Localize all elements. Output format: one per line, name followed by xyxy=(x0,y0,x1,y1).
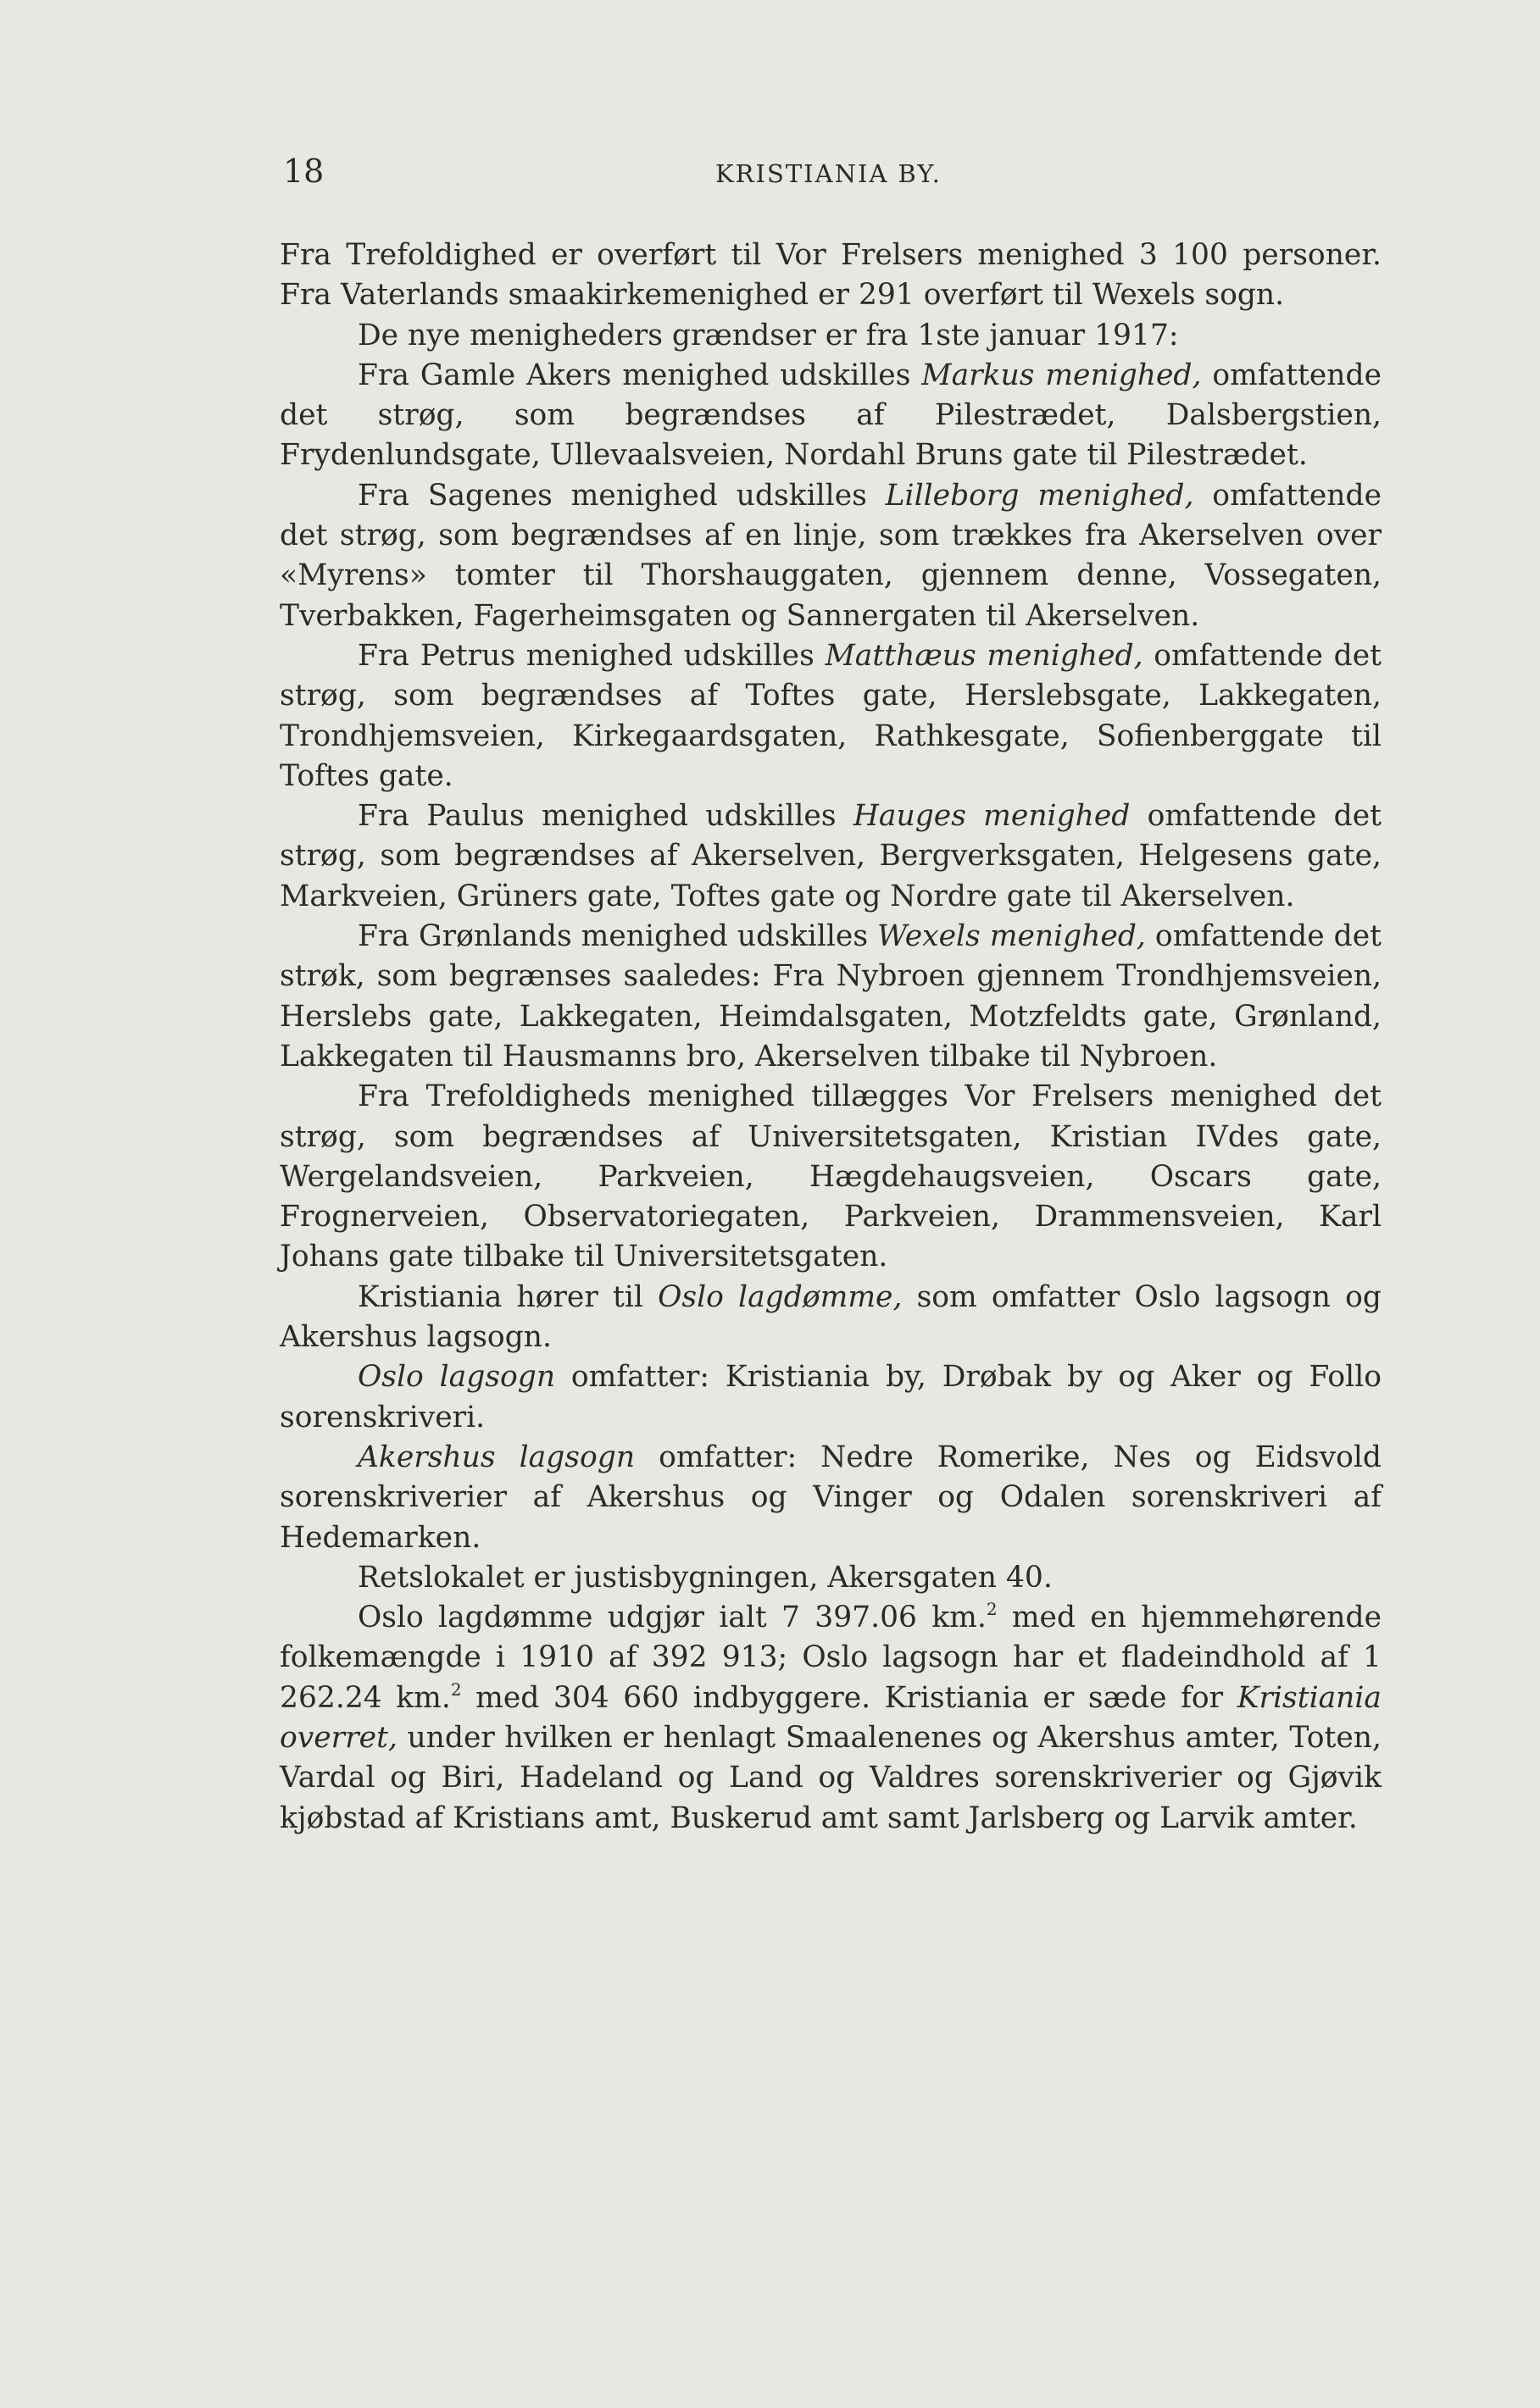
paragraph-matthaeus-menighed: Fra Petrus menighed udskilles Matthæus menighed, omfattende det strøg, som begrændses af Toftes gate, Herslebsgate, Lakkegaten, Trondhjemsveien, Kirkegaardsgaten, Rathkesgate, Sofienberggate til Toftes gate. xyxy=(280,638,1382,793)
paragraph-markus-menighed: Fra Gamle Akers menighed udskilles Markus menighed, omfattende det strøg, som begrændses af Pilestrædet, Dalsbergstien, Frydenlundsgate, Ullevaalsveien, Nordahl Bruns gate til Pilestrædet. xyxy=(280,358,1382,473)
parish-name-markus: Markus menighed, xyxy=(921,358,1202,392)
parish-name-hauges: Hauges menighed xyxy=(853,799,1131,834)
paragraph-lilleborg-menighed: Fra Sagenes menighed udskilles Lilleborg menighed, omfattende det strøg, som begrændses af en linje, som trækkes fra Akerselven over «Myrens» tomter til Thorshauggaten, gjennem denne, Vossegaten, Tverbakken, Fagerheimsgaten og Sannergaten til Akerselven. xyxy=(280,478,1382,633)
paragraph-oslo-lagdomme-stats: Oslo lagdømme udgjør ialt 7 397.06 km.$^2$ med en hjemmehørende folkemængde i 1910 af 392 913; Oslo lagsogn har et fladeindhold af 1 262.24 km.$^2$ med 304 660 indbyggere. Kristiania er sæde for Kristiania overret, under hvilken er henlagt Smaalenenes og Akershus amter, Toten, Vardal og Biri, Hadeland og Land og Valdres sorenskriverier og Gjøvik kjøbstad af Kristians amt, Buskerud amt samt Jarlsberg og Larvik amter. xyxy=(280,1599,1382,1835)
paragraph-retslokalet: Retslokalet er justisbygningen, Akersgaten 40. xyxy=(358,1560,1053,1595)
running-head: KRISTIANIA BY. xyxy=(715,159,942,188)
parish-name-wexels: Wexels menighed, xyxy=(877,919,1146,954)
term-oslo-lagdomme: Oslo lagdømme, xyxy=(658,1279,903,1314)
parish-name-lilleborg: Lilleborg menighed, xyxy=(885,478,1194,513)
paragraph-new-boundaries-intro: De nye menigheders grændser er fra 1ste januar 1917: xyxy=(358,318,1179,352)
paragraph-oslo-lagsogn: Oslo lagsogn omfatter: Kristiania by, Drøbak by og Aker og Follo sorenskriveri. xyxy=(280,1360,1382,1434)
body-text xyxy=(280,236,1382,1839)
page-number: 18 xyxy=(283,153,325,190)
superscript-squared: 2 xyxy=(450,1678,462,1700)
paragraph-wexels-menighed: Fra Grønlands menighed udskilles Wexels menighed, omfattende det strøk, som begrænses saaledes: Fra Nybroen gjennem Trondhjemsveien, Herslebs gate, Lakkegaten, Heimdalsgaten, Motzfeldts gate, Grønland, Lakkegaten til Hausmanns bro, Akerselven tilbake til Nybroen. xyxy=(280,919,1382,1074)
paragraph-vor-frelsers-transfer: Fra Trefoldighed er overført til Vor Frelsers menighed 3 100 personer. Fra Vaterlands smaakirkemenighed er 291 overført til Wexels sogn. xyxy=(280,238,1382,313)
parish-name-matthaeus: Matthæus menighed, xyxy=(825,638,1143,673)
term-akershus-lagsogn: Akershus lagsogn xyxy=(358,1440,636,1474)
paragraph-trefoldigheds-menighed: Fra Trefoldigheds menighed tillægges Vor Frelsers menighed det strøg, som begrændses af Universitetsgaten, Kristian IVdes gate, Wergelandsveien, Parkveien, Hægdehaugsveien, Oscars gate, Frognerveien, Observatoriegaten, Parkveien, Drammensveien, Karl Johans gate tilbake til Universitetsgaten. xyxy=(280,1079,1382,1274)
paragraph-akershus-lagsogn: Akershus lagsogn omfatter: Nedre Romerike, Nes og Eidsvold sorenskriverier af Akershus og Vinger og Odalen sorenskriveri af Hedemarken. xyxy=(280,1440,1382,1555)
term-kristiania-overret: Kristiania overret, xyxy=(280,1680,1382,1755)
paragraph-oslo-lagdomme: Kristiania hører til Oslo lagdømme, som omfatter Oslo lagsogn og Akershus lagsogn. xyxy=(280,1279,1382,1355)
superscript-squared: 2 xyxy=(986,1599,998,1620)
term-oslo-lagsogn: Oslo lagsogn xyxy=(358,1360,556,1395)
page-header xyxy=(283,153,1385,195)
paragraph-hauges-menighed: Fra Paulus menighed udskilles Hauges menighed omfattende det strøg, som begrændses af Akerselven, Bergverksgaten, Helgesens gate, Markveien, Grüners gate, Toftes gate og Nordre gate til Akerselven. xyxy=(280,799,1382,913)
